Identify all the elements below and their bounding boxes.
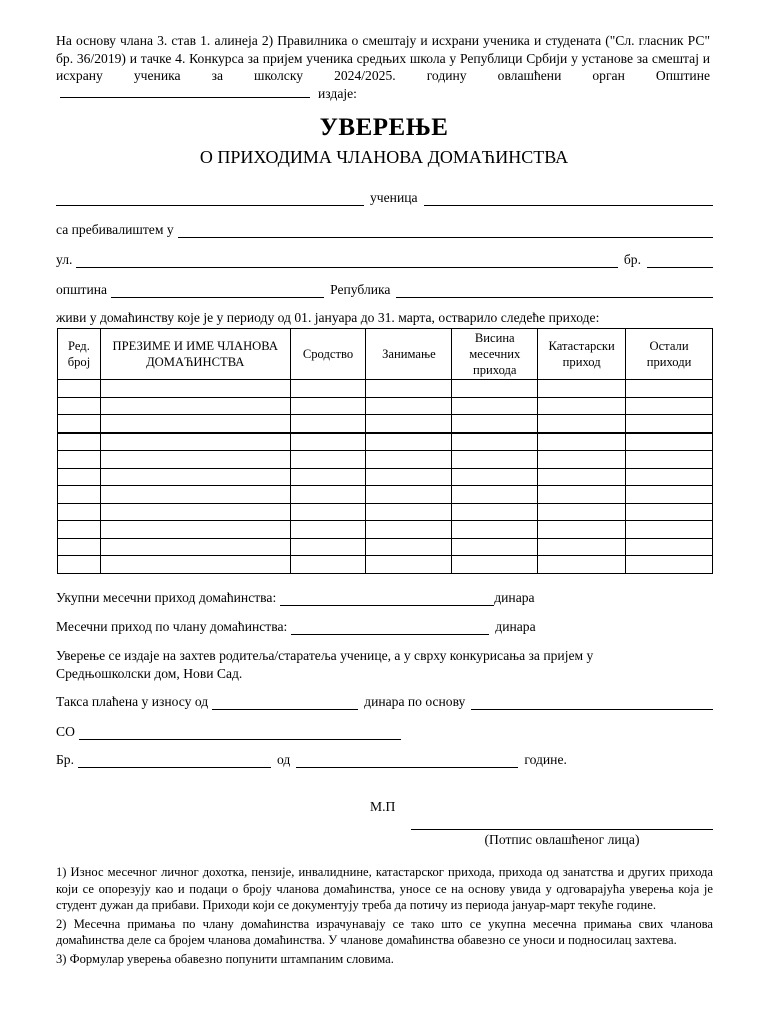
col-header-occupation: Занимање (366, 329, 452, 380)
table-row (58, 486, 713, 504)
table-cell[interactable] (626, 451, 713, 469)
municipality-name-blank[interactable] (111, 285, 324, 298)
intro-text: На основу члана 3. став 1. алинеја 2) Правилника о смештају и исхрани ученика и студената ("Сл. гласник РС" бр. 36/2019) и тачке 4. Конкурса за пријем ученика средњих школа у Републици Србији у установе за смештај и исхрану ученика за школску 2024/2025. годину овлашћени орган Општине (56, 33, 710, 83)
total-income-label: Укупни месечни приход домаћинства: (56, 590, 277, 605)
table-cell[interactable] (538, 521, 626, 539)
table-cell[interactable] (366, 451, 452, 469)
table-cell[interactable] (538, 380, 626, 398)
doc-date-label: од (277, 752, 291, 767)
purpose-text: Уверење се издаје на захтев родитеља/старатеља ученице, а у сврху конкурисања за пријем у Средњошколски дом, Нови Сад. (56, 648, 594, 681)
doc-date-blank[interactable] (296, 755, 518, 768)
table-cell[interactable] (58, 380, 101, 398)
table-cell[interactable] (58, 503, 101, 521)
col-header-relation: Сродство (290, 329, 366, 380)
table-cell[interactable] (290, 468, 366, 486)
table-row (58, 538, 713, 556)
document-subtitle: О ПРИХОДИМА ЧЛАНОВА ДОМАЋИНСТВА (199, 147, 569, 167)
co-blank[interactable] (79, 727, 401, 740)
table-row (58, 433, 713, 451)
col-header-monthly-income: Висина месечних прихода (452, 329, 538, 380)
table-cell[interactable] (366, 538, 452, 556)
table-cell[interactable] (58, 521, 101, 539)
street-line (56, 250, 713, 268)
table-cell[interactable] (290, 433, 366, 451)
document-title: УВЕРЕЊЕ (319, 114, 449, 141)
table-cell[interactable] (626, 556, 713, 574)
table-cell[interactable] (100, 397, 290, 415)
table-row (58, 468, 713, 486)
table-cell[interactable] (538, 486, 626, 504)
per-member-unit: динара (495, 619, 536, 634)
table-cell[interactable] (366, 503, 452, 521)
household-line (56, 308, 713, 326)
table-cell[interactable] (626, 521, 713, 539)
signature-caption: (Потпис овлашћеног лица) (484, 832, 640, 847)
doc-number-blank[interactable] (78, 755, 271, 768)
table-cell[interactable] (58, 538, 101, 556)
municipality-blank[interactable] (60, 86, 310, 98)
intro-suffix: издаје: (318, 85, 357, 101)
table-cell[interactable] (290, 538, 366, 556)
table-cell[interactable] (452, 433, 538, 451)
street-label: ул. (56, 252, 73, 267)
table-cell[interactable] (100, 503, 290, 521)
table-cell[interactable] (538, 556, 626, 574)
table-cell[interactable] (452, 451, 538, 469)
table-cell[interactable] (366, 397, 452, 415)
fee-line (56, 692, 713, 710)
table-cell[interactable] (58, 415, 101, 433)
total-income-unit: динара (494, 590, 535, 605)
table-cell[interactable] (58, 433, 101, 451)
table-row (58, 521, 713, 539)
table-cell[interactable] (290, 556, 366, 574)
per-member-label: Месечни приход по члану домаћинства: (56, 619, 288, 634)
table-cell[interactable] (452, 556, 538, 574)
table-cell[interactable] (290, 521, 366, 539)
table-cell[interactable] (452, 538, 538, 556)
footnote-3: 3) Формулар уверења обавезно попунити штампаним словима. (56, 951, 394, 966)
republic-label: Република (330, 282, 391, 297)
table-cell[interactable] (290, 397, 366, 415)
table-cell[interactable] (626, 468, 713, 486)
municipality-label: општина (56, 282, 108, 297)
fee-middle-label: динара по основу (364, 694, 466, 709)
legal-intro (56, 32, 710, 102)
table-cell[interactable] (58, 451, 101, 469)
table-cell[interactable] (626, 397, 713, 415)
table-row (58, 415, 713, 433)
table-cell[interactable] (58, 468, 101, 486)
co-label: СО (56, 724, 75, 739)
table-cell[interactable] (100, 451, 290, 469)
table-cell[interactable] (538, 538, 626, 556)
table-cell[interactable] (366, 556, 452, 574)
col-header-other-income: Остали приходи (626, 329, 713, 380)
per-member-blank[interactable] (291, 622, 489, 635)
table-cell[interactable] (538, 468, 626, 486)
table-cell[interactable] (100, 380, 290, 398)
table-cell[interactable] (290, 415, 366, 433)
residence-line (56, 220, 713, 238)
year-label: године. (524, 752, 567, 767)
house-number-blank[interactable] (647, 255, 713, 268)
table-cell[interactable] (100, 556, 290, 574)
table-cell[interactable] (626, 503, 713, 521)
table-cell[interactable] (366, 415, 452, 433)
municipality-line (56, 280, 713, 298)
co-line (56, 722, 401, 740)
table-cell[interactable] (366, 521, 452, 539)
street-blank[interactable] (76, 255, 617, 268)
table-cell[interactable] (538, 451, 626, 469)
student-label: ученица (370, 190, 418, 205)
fee-label: Такса плаћена у износу од (56, 694, 209, 709)
col-header-no: Ред. број (58, 329, 101, 380)
table-cell[interactable] (100, 433, 290, 451)
per-member-line (56, 617, 596, 635)
table-cell[interactable] (538, 397, 626, 415)
table-cell[interactable] (452, 503, 538, 521)
fee-amount-blank[interactable] (212, 697, 358, 710)
table-cell[interactable] (538, 433, 626, 451)
stamp-label: М.П (370, 799, 396, 814)
table-row (58, 503, 713, 521)
table-row (58, 380, 713, 398)
residence-blank[interactable] (178, 225, 713, 238)
table-cell[interactable] (626, 415, 713, 433)
table-cell[interactable] (452, 521, 538, 539)
table-cell[interactable] (452, 468, 538, 486)
table-cell[interactable] (452, 380, 538, 398)
table-cell[interactable] (626, 380, 713, 398)
table-cell[interactable] (58, 397, 101, 415)
signature-line[interactable] (411, 829, 713, 830)
col-header-cadastral-income: Катастарски приход (538, 329, 626, 380)
student-line (56, 188, 713, 206)
table-cell[interactable] (366, 433, 452, 451)
table-row (58, 397, 713, 415)
household-text: живи у домаћинству које је у периоду од 01. јануара до 31. марта, остварило следеће приходе: (56, 310, 600, 325)
table-cell[interactable] (538, 503, 626, 521)
table-cell[interactable] (58, 556, 101, 574)
footnote-1: 1) Износ месечног личног дохотка, пензије, инвалиднине, катастарског прихода, прихода од занатства и других прихода који се опорезују као и подаци о броју чланова домаћинства, уносе се на основу увида у одговарајућа уверења која је студент дужан да прибави. Приходи који се документују треба да потичу из периода јануар-март текуће године. (56, 865, 713, 912)
table-cell[interactable] (290, 503, 366, 521)
income-table-body (58, 380, 713, 574)
table-cell[interactable] (290, 486, 366, 504)
student-name-blank[interactable] (424, 193, 713, 206)
table-cell[interactable] (452, 486, 538, 504)
income-table (57, 328, 713, 574)
total-income-line (56, 588, 596, 606)
table-cell[interactable] (626, 538, 713, 556)
table-cell[interactable] (452, 397, 538, 415)
number-label: бр. (623, 252, 641, 267)
table-cell[interactable] (626, 486, 713, 504)
fee-basis-blank[interactable] (471, 697, 713, 710)
table-row (58, 556, 713, 574)
table-cell[interactable] (58, 486, 101, 504)
table-cell[interactable] (290, 451, 366, 469)
residence-label: са пребивалиштем у (56, 222, 174, 237)
table-cell[interactable] (538, 415, 626, 433)
table-cell[interactable] (626, 433, 713, 451)
footnotes (56, 864, 713, 969)
table-cell[interactable] (100, 415, 290, 433)
table-cell[interactable] (100, 468, 290, 486)
republic-blank[interactable] (396, 285, 713, 298)
col-header-name: ПРЕЗИМЕ И ИМЕ ЧЛАНОВА ДОМАЋИНСТВА (100, 329, 290, 380)
footnote-2: 2) Месечна примања по члану домаћинства израчунавају се тако што се укупна месечна примања свих чланова домаћинства деле са бројем чланова домаћинства. У чланове домаћинства обавезно се уноси и подносилац захтева. (56, 916, 713, 947)
table-cell[interactable] (452, 415, 538, 433)
table-row (58, 451, 713, 469)
number-date-line (56, 750, 576, 768)
parent-name-blank[interactable] (56, 193, 364, 206)
total-income-blank[interactable] (280, 593, 494, 606)
table-cell[interactable] (100, 486, 290, 504)
table-cell[interactable] (100, 538, 290, 556)
table-cell[interactable] (100, 521, 290, 539)
table-cell[interactable] (366, 380, 452, 398)
income-table-header (58, 329, 713, 380)
table-cell[interactable] (366, 486, 452, 504)
doc-number-label: Бр. (56, 752, 75, 767)
table-cell[interactable] (290, 380, 366, 398)
table-cell[interactable] (366, 468, 452, 486)
